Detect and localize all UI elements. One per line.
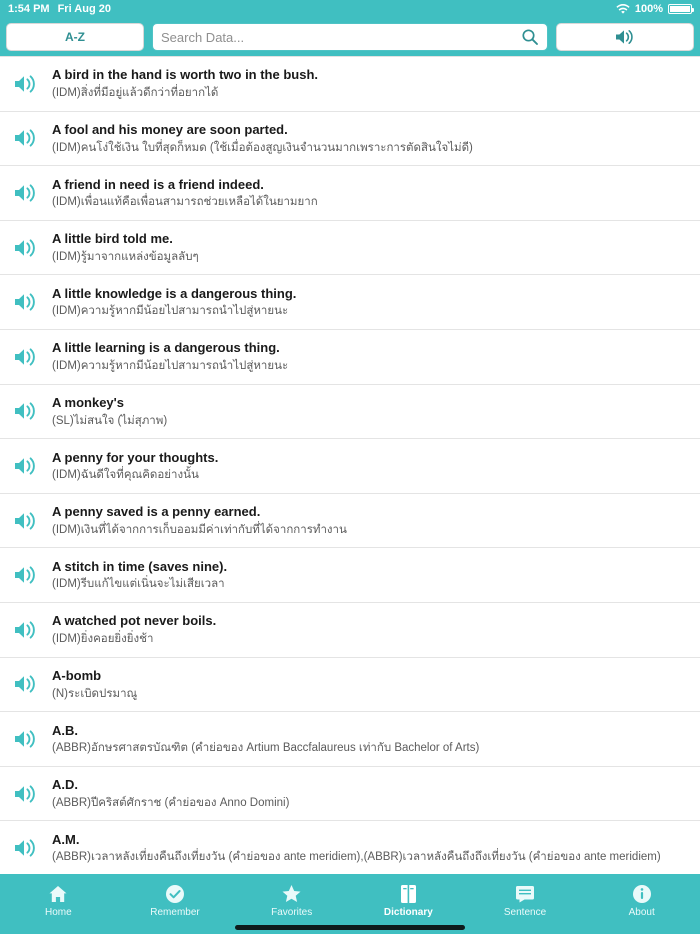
- speaker-icon[interactable]: [12, 455, 40, 477]
- list-item[interactable]: [0, 275, 700, 330]
- speaker-icon[interactable]: [12, 619, 40, 641]
- list-item[interactable]: [0, 821, 700, 874]
- list-item[interactable]: [0, 712, 700, 767]
- entry-text: [52, 612, 690, 647]
- entry-text: [52, 66, 690, 101]
- tab-home-label: Home: [44, 907, 72, 918]
- list-item[interactable]: [0, 603, 700, 658]
- entry-text: [52, 339, 690, 374]
- sort-az-label: A-Z: [65, 30, 85, 44]
- battery-percent: 100%: [634, 3, 663, 15]
- entry-definition: (IDM)ฉันดีใจที่คุณคิดอย่างนั้น: [52, 469, 199, 482]
- speaker-icon: [614, 28, 636, 46]
- chat-icon: [515, 884, 535, 904]
- speaker-icon[interactable]: [12, 127, 40, 149]
- entry-term: A stitch in time (saves nine).: [52, 558, 228, 574]
- tab-home[interactable]: [0, 874, 117, 934]
- search-icon[interactable]: [521, 28, 539, 46]
- entry-definition: (IDM)รู้มาจากแหล่งข้อมูลลับๆ: [52, 250, 199, 263]
- home-icon: [48, 884, 68, 904]
- list-item[interactable]: [0, 166, 700, 221]
- tab-remember[interactable]: [117, 874, 234, 934]
- entry-term: A little bird told me.: [52, 231, 173, 247]
- entry-definition: (ABBR)อักษรศาสตรบัณฑิต (คำย่อของ Artium Baccfalaureus เท่ากับ Bachelor of Arts): [52, 742, 480, 755]
- speaker-icon[interactable]: [12, 346, 40, 368]
- entry-text: [52, 285, 690, 320]
- list-item[interactable]: [0, 221, 700, 276]
- list-item[interactable]: [0, 658, 700, 713]
- entry-text: [52, 176, 690, 211]
- entry-term: A monkey's: [52, 395, 124, 411]
- book-icon: [400, 884, 417, 904]
- entry-text: [52, 449, 690, 484]
- speaker-icon[interactable]: [12, 510, 40, 532]
- entry-definition: (ABBR)เวลาหลังเที่ยงคืนถึงเที่ยงวัน (คำย่อของ ante meridiem),(ABBR)เวลาหลังคืนถึงถึงเที่ยงวัน (คำย่อของ ante meridiem): [52, 851, 661, 864]
- list-item[interactable]: [0, 385, 700, 440]
- speaker-icon[interactable]: [12, 673, 40, 695]
- status-bar-left: [8, 3, 111, 15]
- entry-term: A.D.: [52, 777, 78, 793]
- entry-definition: (IDM)ความรู้หากมีน้อยไปสามารถนำไปสู่หายนะ: [52, 305, 289, 318]
- entry-text: [52, 776, 690, 811]
- entry-term: A-bomb: [52, 668, 102, 683]
- battery-full-icon: [668, 4, 692, 14]
- entry-definition: (N)ระเบิดปรมาณู: [52, 687, 138, 700]
- entry-term: A watched pot never boils.: [52, 613, 217, 629]
- status-time: 1:54 PM: [8, 3, 50, 15]
- status-date: Fri Aug 20: [57, 3, 111, 15]
- wifi-icon: [616, 4, 630, 15]
- entry-term: A.M.: [52, 831, 80, 847]
- tab-sentence-label: Sentence: [503, 907, 547, 918]
- entry-term: A friend in need is a friend indeed.: [52, 176, 264, 192]
- sort-az-button[interactable]: [6, 23, 144, 51]
- entry-term: A bird in the hand is worth two in the bush.: [52, 67, 319, 83]
- entry-definition: (IDM)ยิ่งคอยยิ่งยิ่งช้า: [52, 632, 154, 645]
- list-item[interactable]: [0, 439, 700, 494]
- entry-definition: (IDM)รีบแก้ไขแต่เนิ่นจะไม่เสียเวลา: [52, 578, 225, 591]
- search-input[interactable]: [161, 30, 521, 45]
- entry-definition: (IDM)ความรู้หากมีน้อยไปสามารถนำไปสู่หายนะ: [52, 359, 289, 372]
- speaker-icon[interactable]: [12, 564, 40, 586]
- speaker-icon[interactable]: [12, 237, 40, 259]
- list-item[interactable]: [0, 548, 700, 603]
- entry-text: [52, 667, 690, 702]
- entry-text: [52, 394, 690, 429]
- list-item[interactable]: [0, 767, 700, 822]
- tab-about-label: About: [628, 907, 655, 918]
- entry-term: A.B.: [52, 722, 78, 738]
- star-icon: [281, 884, 302, 904]
- bottom-tab-bar: [0, 874, 700, 934]
- entry-definition: (ABBR)ปีคริสต์ศักราช (คำย่อของ Anno Domini): [52, 796, 290, 809]
- list-item[interactable]: [0, 330, 700, 385]
- tab-dictionary-label: Dictionary: [383, 907, 433, 918]
- entry-text: [52, 503, 690, 538]
- dictionary-list[interactable]: [0, 56, 700, 874]
- speaker-icon[interactable]: [12, 400, 40, 422]
- tab-remember-label: Remember: [150, 907, 200, 918]
- entry-text: [52, 831, 690, 866]
- tab-sentence[interactable]: [467, 874, 584, 934]
- entry-term: A little learning is a dangerous thing.: [52, 340, 280, 356]
- speaker-icon[interactable]: [12, 837, 40, 859]
- check-circle-icon: [165, 884, 185, 904]
- tab-favorites-label: Favorites: [271, 907, 313, 918]
- speaker-icon[interactable]: [12, 182, 40, 204]
- tab-about[interactable]: [583, 874, 700, 934]
- speaker-icon[interactable]: [12, 73, 40, 95]
- entry-definition: (IDM)เพื่อนแท้คือเพื่อนสามารถช่วยเหลือได้ในยามยาก: [52, 196, 318, 209]
- entry-definition: (IDM)เงินที่ได้จากการเก็บออมมีค่าเท่ากับที่ได้จากการทำงาน: [52, 523, 347, 536]
- list-item[interactable]: [0, 494, 700, 549]
- entry-definition: (IDM)คนโง่ใช้เงิน ใบที่สุดก็หมด (ใช้เมื่อต้องสูญเงินจำนวนมากเพราะการตัดสินใจไม่ดี): [52, 141, 473, 154]
- entry-term: A penny for your thoughts.: [52, 449, 219, 465]
- status-bar-right: [616, 3, 692, 15]
- entry-definition: (IDM)สิ่งที่มีอยู่แล้วดีกว่าที่อยากได้: [52, 87, 219, 100]
- speaker-icon[interactable]: [12, 728, 40, 750]
- entry-text: [52, 558, 690, 593]
- search-toolbar: [0, 18, 700, 56]
- speaker-icon[interactable]: [12, 291, 40, 313]
- home-indicator: [235, 925, 465, 930]
- entry-text: [52, 230, 690, 265]
- entry-term: A fool and his money are soon parted.: [52, 122, 288, 138]
- list-item[interactable]: [0, 57, 700, 112]
- entry-text: [52, 121, 690, 156]
- info-icon: [632, 884, 652, 904]
- entry-text: [52, 722, 690, 757]
- search-field[interactable]: [152, 23, 548, 51]
- entry-definition: (SL)ไม่สนใจ (ไม่สุภาพ): [52, 414, 168, 427]
- list-item[interactable]: [0, 112, 700, 167]
- status-bar: [0, 0, 700, 18]
- speak-all-button[interactable]: [556, 23, 694, 51]
- speaker-icon[interactable]: [12, 783, 40, 805]
- entry-term: A penny saved is a penny earned.: [52, 504, 261, 520]
- entry-term: A little knowledge is a dangerous thing.: [52, 285, 297, 301]
